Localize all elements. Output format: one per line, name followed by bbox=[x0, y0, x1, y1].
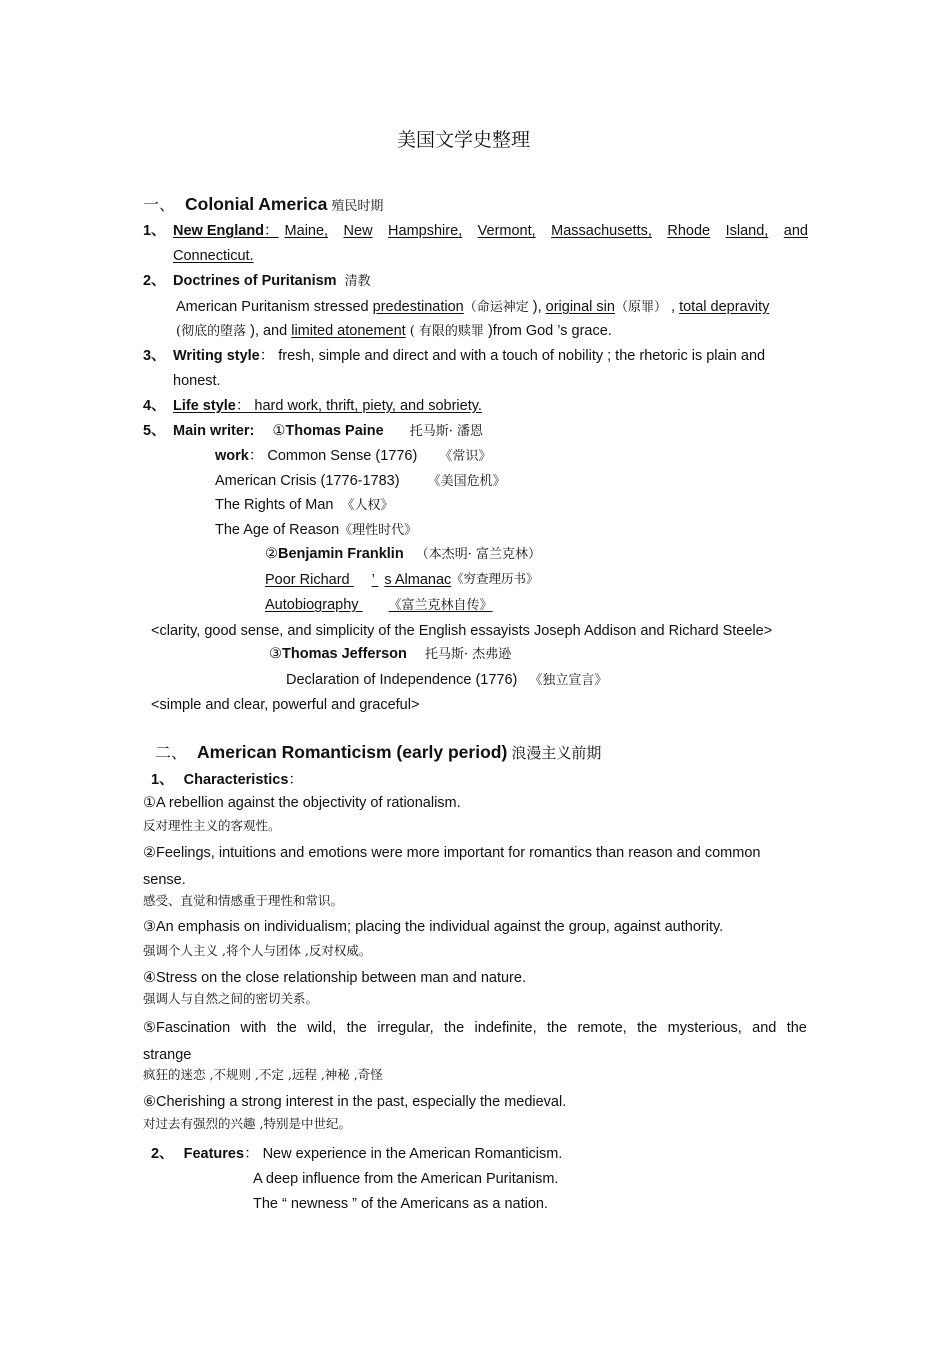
item-1-sep: ： bbox=[264, 223, 279, 239]
total-depravity-term: total depravity bbox=[679, 299, 770, 315]
puritanism-text: , bbox=[671, 299, 676, 315]
point-5-cont: strange bbox=[143, 1047, 192, 1063]
writer-1-name-cn: 托马斯· 潘恩 bbox=[409, 424, 484, 439]
work-title: American Crisis (1776-1783) bbox=[215, 473, 400, 489]
characteristics-heading bbox=[151, 773, 303, 788]
point-5-word: wild, bbox=[307, 1020, 337, 1036]
item-3-text: ： fresh, simple and direct and with a touch of nobility ; the rhetoric is plain and bbox=[259, 348, 766, 364]
page-title: 美国文学史整理 bbox=[397, 129, 531, 151]
writer-1-work-1 bbox=[215, 449, 491, 464]
point-5-word: mysterious, bbox=[667, 1020, 742, 1036]
item-1-states bbox=[285, 224, 808, 239]
work-title-cn: 《穷查理历书》 bbox=[451, 571, 539, 586]
item-1-line-2: Connecticut. bbox=[173, 248, 254, 264]
section-2-title: American Romanticism (early period) bbox=[197, 742, 508, 762]
work-title-cn: 《独立宣言》 bbox=[529, 673, 608, 688]
point-2-cont: sense. bbox=[143, 872, 186, 888]
section-1-heading bbox=[143, 196, 383, 214]
writer-2-note: <clarity, good sense, and simplicity of the English essayists Joseph Addison and Richard Steele> bbox=[151, 623, 773, 639]
state-word: New bbox=[343, 223, 373, 239]
item-2-number: 2、 bbox=[143, 273, 166, 289]
point-5-word: ⑤Fascination bbox=[143, 1020, 231, 1036]
work-title-cn: 《理性时代》 bbox=[339, 523, 418, 538]
item-4-text: ： hard work, thrift, piety, and sobriety. bbox=[235, 398, 482, 414]
point-4: ④Stress on the close relationship between man and nature. bbox=[143, 970, 526, 986]
item-5-number: 5、 bbox=[143, 423, 166, 439]
writer-3-mark: ③ bbox=[269, 646, 282, 662]
writer-3-line bbox=[269, 647, 511, 662]
work-title: Autobiography bbox=[265, 597, 359, 613]
point-5-word: the bbox=[786, 1020, 807, 1036]
work-title: Declaration of Independence (1776) bbox=[286, 672, 518, 688]
features-heading bbox=[151, 1147, 562, 1162]
feature-line: ： New experience in the American Romanticism. bbox=[244, 1146, 563, 1162]
point-5-word: and bbox=[752, 1020, 777, 1036]
state-word: Island, bbox=[725, 223, 769, 239]
point-5-word: the bbox=[346, 1020, 367, 1036]
item-5-line bbox=[173, 424, 483, 439]
item-4-number: 4、 bbox=[143, 398, 166, 414]
writer-2-line bbox=[265, 547, 541, 562]
point-5-word: irregular, bbox=[377, 1020, 434, 1036]
original-sin-term: original sin bbox=[545, 299, 615, 315]
features-number: 2、 bbox=[151, 1146, 174, 1162]
writer-2-name-cn: （本杰明· 富兰克林） bbox=[415, 547, 541, 562]
writer-2-mark: ② bbox=[265, 546, 278, 562]
section-1-title: Colonial America bbox=[185, 194, 328, 214]
work-title: The Rights of Man bbox=[215, 497, 334, 513]
characteristics-colon: ： bbox=[288, 772, 303, 788]
point-5 bbox=[143, 1021, 807, 1036]
writer-3-name: Thomas Jefferson bbox=[282, 646, 407, 662]
predestination-cn: （命运神定 bbox=[463, 300, 529, 315]
item-2-line-1 bbox=[176, 300, 769, 315]
point-2-cn: 感受、直觉和情感重于理性和常识。 bbox=[143, 893, 344, 908]
work-title: ’ bbox=[371, 572, 375, 588]
puritanism-text: American Puritanism stressed bbox=[176, 299, 369, 315]
section-2-number: 二、 bbox=[155, 743, 188, 762]
writer-1-work-2 bbox=[215, 474, 506, 489]
item-5-label: Main writer: bbox=[173, 423, 255, 439]
point-1-cn: 反对理性主义的客观性。 bbox=[143, 818, 281, 833]
item-2-label-cn: 清教 bbox=[344, 274, 371, 289]
point-3-cn: 强调个人主义 ,将个人与团体 ,反对权威。 bbox=[143, 943, 372, 958]
item-4-line bbox=[173, 399, 490, 414]
point-5-word: with bbox=[240, 1020, 267, 1036]
section-2-title-cn: 浪漫主义前期 bbox=[511, 744, 602, 762]
limited-atonement-term: limited atonement bbox=[291, 323, 406, 339]
point-2: ②Feelings, intuitions and emotions were more important for romantics than reason and common bbox=[143, 845, 761, 861]
total-depravity-cn: (彻底的堕落 bbox=[176, 324, 247, 339]
puritanism-text: ), and bbox=[250, 323, 288, 339]
item-1-line bbox=[173, 224, 808, 239]
section-2-heading bbox=[155, 744, 601, 762]
point-6-cn: 对过去有强烈的兴趣 ,特别是中世纪。 bbox=[143, 1116, 351, 1131]
point-5-word: the bbox=[546, 1020, 568, 1036]
limited-atonement-cn: ( 有限的赎罪 bbox=[409, 324, 484, 339]
point-5-cn: 疯狂的迷恋 ,不规则 ,不定 ,远程 ,神秘 ,奇怪 bbox=[143, 1067, 383, 1082]
feature-line-2: A deep influence from the American Puritanism. bbox=[253, 1171, 559, 1187]
puritanism-text: )from God ’s grace. bbox=[487, 323, 612, 339]
writer-2-work-1 bbox=[265, 573, 545, 588]
item-1-label: New England bbox=[173, 223, 265, 239]
item-3-line bbox=[173, 349, 765, 364]
item-3-number: 3、 bbox=[143, 348, 166, 364]
feature-line-3: The “ newness ” of the Americans as a nation. bbox=[253, 1196, 548, 1212]
state-word: Vermont, bbox=[477, 223, 536, 239]
writer-3-work bbox=[286, 673, 607, 688]
work-title: ： Common Sense (1776) bbox=[248, 448, 418, 464]
point-3: ③An emphasis on individualism; placing the individual against the group, against authority. bbox=[143, 919, 724, 935]
state-word: Massachusetts, bbox=[551, 223, 652, 239]
features-label: Features bbox=[183, 1146, 245, 1162]
state-word: Rhode bbox=[667, 223, 711, 239]
writer-1-work-3 bbox=[215, 498, 394, 513]
writer-3-note: <simple and clear, powerful and graceful> bbox=[151, 697, 420, 713]
point-5-word: indefinite, bbox=[474, 1020, 537, 1036]
point-5-word: the bbox=[276, 1020, 297, 1036]
original-sin-cn: （原罪） bbox=[614, 300, 667, 315]
work-title-cn: 《富兰克林自传》 bbox=[388, 598, 493, 613]
writer-2-work-2 bbox=[265, 598, 499, 613]
writer-3-name-cn: 托马斯· 杰弗逊 bbox=[424, 647, 512, 662]
writer-2-name: Benjamin Franklin bbox=[278, 546, 404, 562]
characteristics-number: 1、 bbox=[151, 772, 174, 788]
work-label: work bbox=[215, 448, 249, 464]
item-1-number: 1、 bbox=[143, 223, 166, 239]
work-title-cn: 《美国危机》 bbox=[427, 474, 506, 489]
item-2-line-2 bbox=[176, 324, 612, 339]
writer-1-work-4 bbox=[215, 523, 417, 538]
writer-1-mark: ① bbox=[272, 423, 286, 439]
point-6: ⑥Cherishing a strong interest in the past, especially the medieval. bbox=[143, 1094, 567, 1110]
point-1: ①A rebellion against the objectivity of rationalism. bbox=[143, 795, 461, 811]
section-1-title-cn: 殖民时期 bbox=[331, 199, 384, 214]
predestination-term: predestination bbox=[372, 299, 464, 315]
puritanism-text: ), bbox=[532, 299, 542, 315]
characteristics-label: Characteristics bbox=[183, 772, 289, 788]
section-1-number: 一、 bbox=[143, 195, 176, 214]
item-3-label: Writing style bbox=[173, 348, 260, 364]
state-word: Hampshire, bbox=[388, 223, 463, 239]
work-title-cn: 《常识》 bbox=[439, 449, 492, 464]
writer-1-name: Thomas Paine bbox=[285, 423, 384, 439]
state-word: Maine, bbox=[284, 223, 329, 239]
state-word: and bbox=[783, 223, 808, 239]
point-5-word: the bbox=[443, 1020, 465, 1036]
work-title: The Age of Reason bbox=[215, 522, 340, 538]
work-title: Poor Richard bbox=[265, 572, 350, 588]
point-5-word: the bbox=[637, 1020, 658, 1036]
item-3-line-2: honest. bbox=[173, 373, 221, 389]
item-4-label: Life style bbox=[173, 398, 236, 414]
work-title: s Almanac bbox=[384, 572, 452, 588]
item-2-label: Doctrines of Puritanism bbox=[173, 273, 337, 289]
work-title-cn: 《人权》 bbox=[341, 498, 394, 513]
point-5-word: remote, bbox=[577, 1020, 627, 1036]
point-4-cn: 强调人与自然之间的密切关系。 bbox=[143, 991, 319, 1006]
item-2-heading bbox=[173, 274, 371, 289]
